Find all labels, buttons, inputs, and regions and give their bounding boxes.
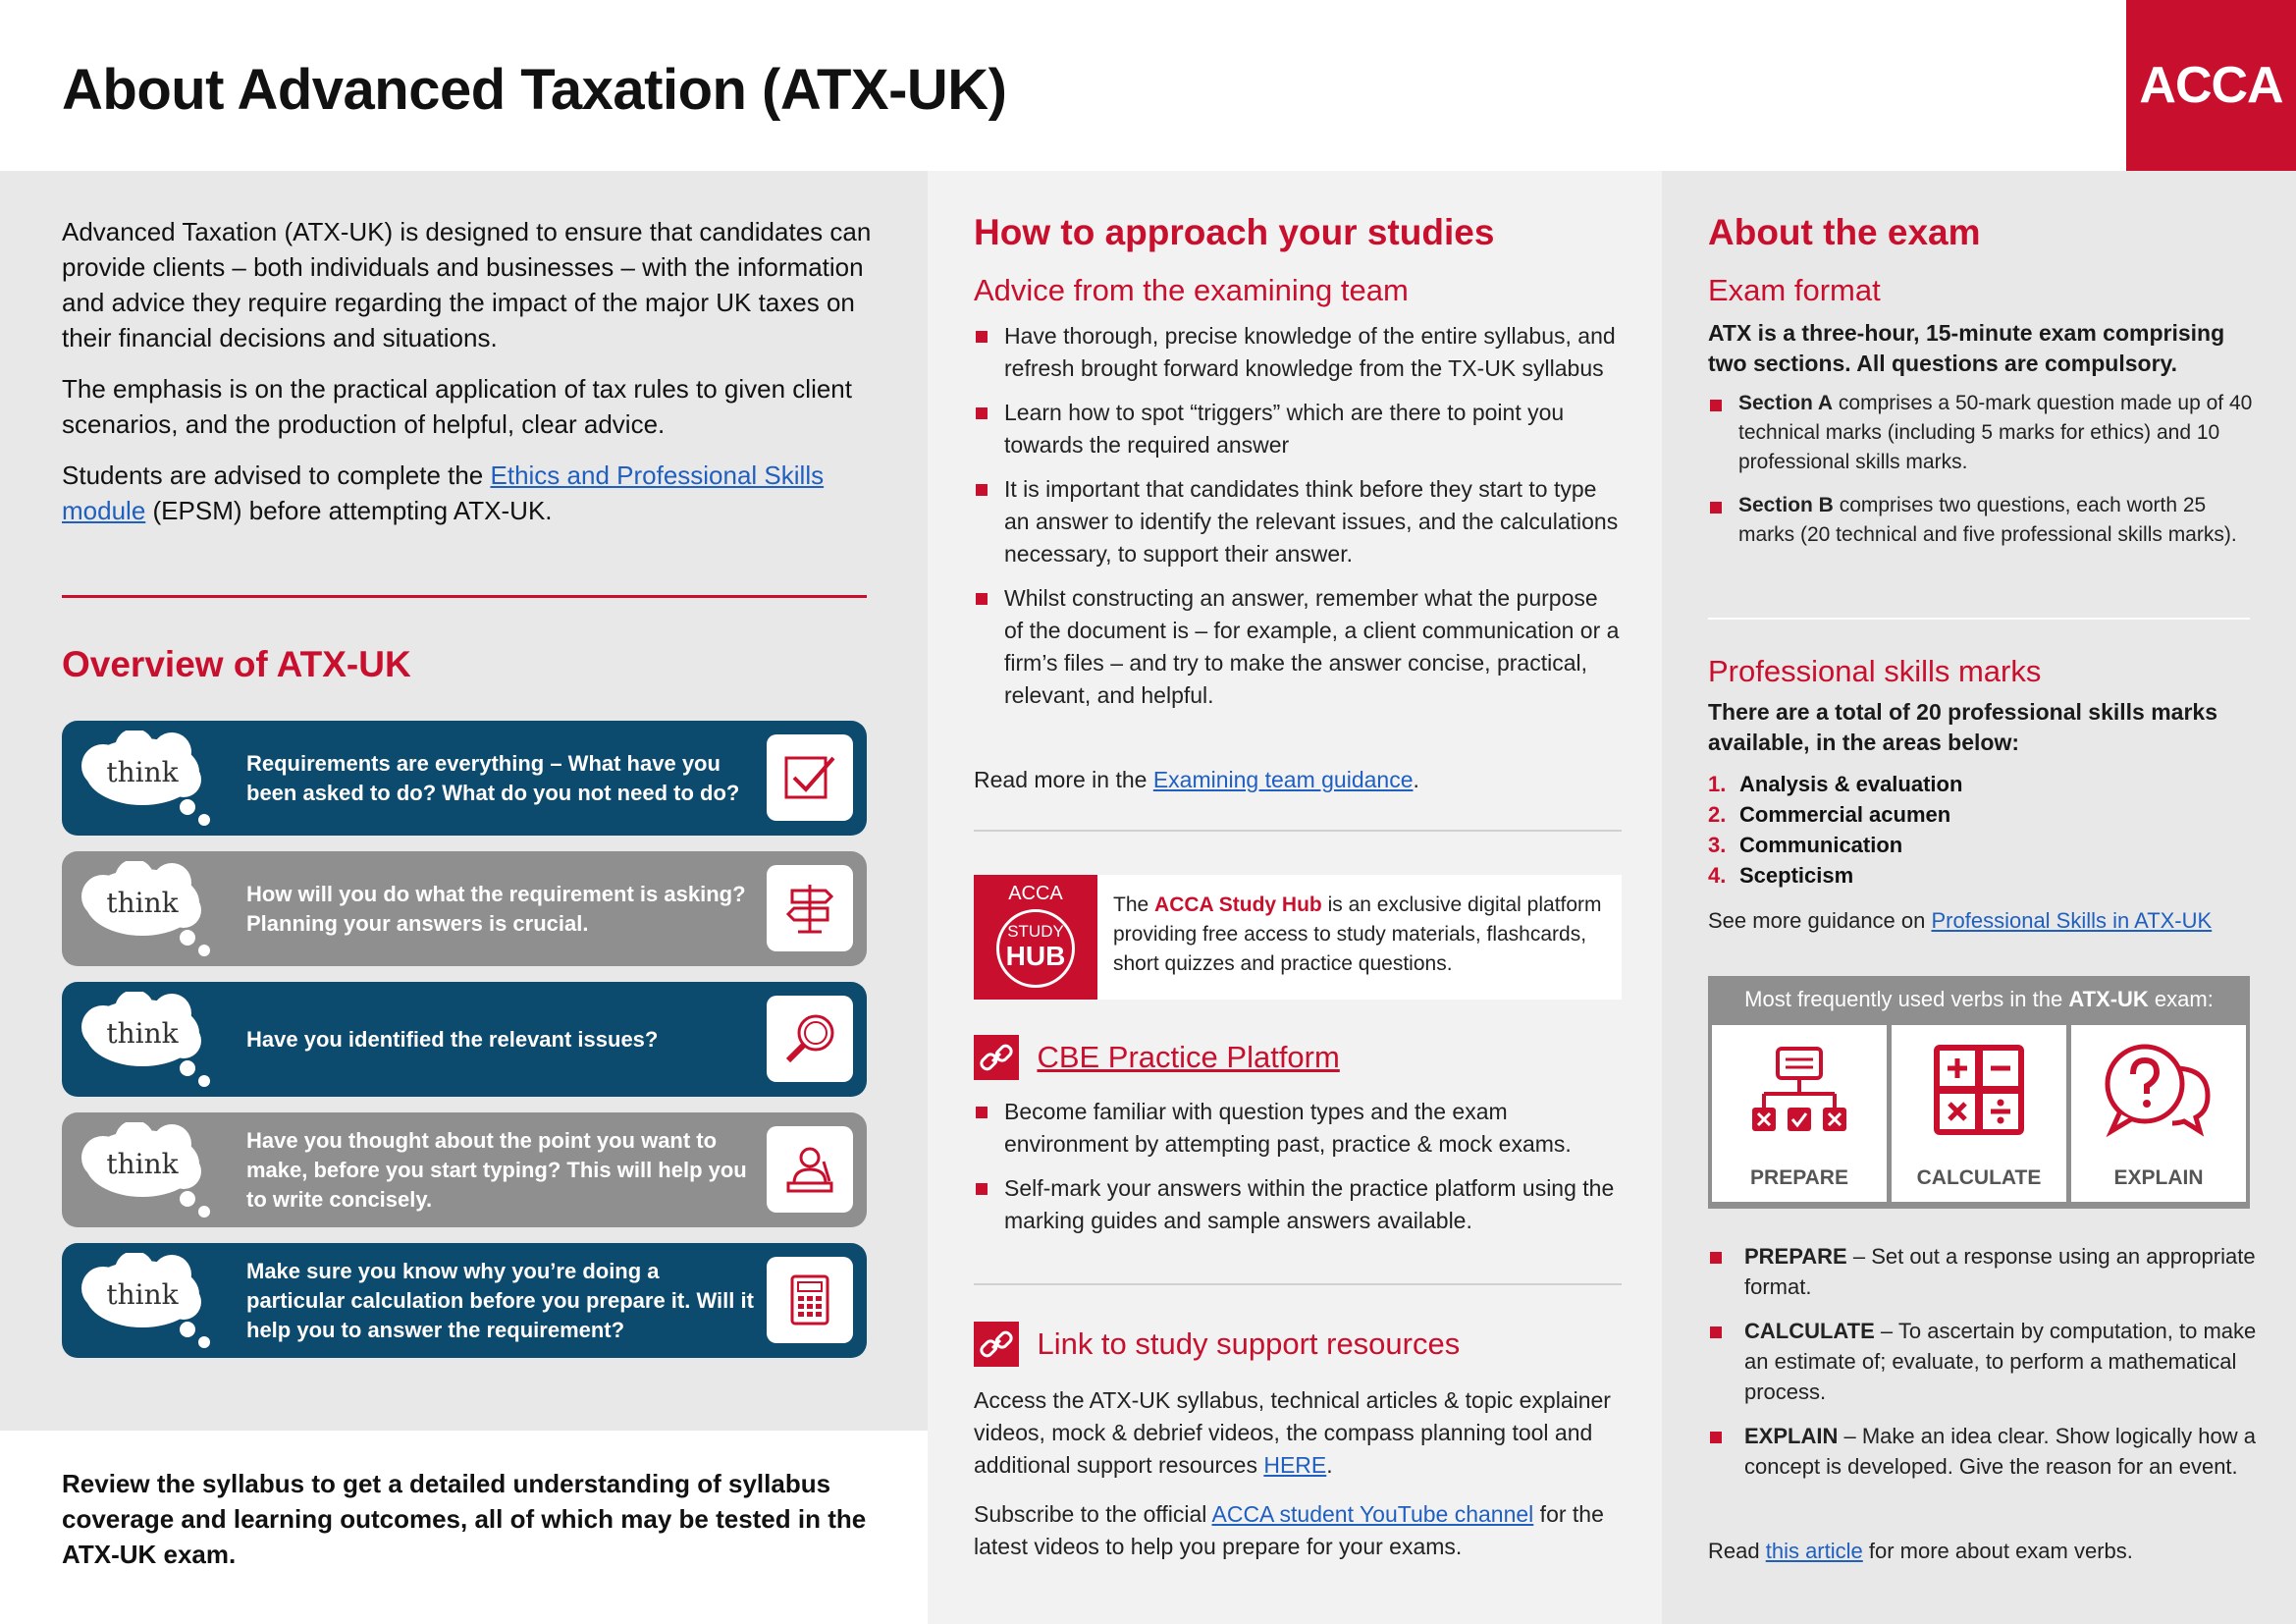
guidance-prefix: See more guidance on: [1708, 908, 1932, 933]
support-p1-suffix: .: [1326, 1452, 1333, 1478]
studies-title: How to approach your studies: [974, 212, 1495, 252]
think-list: [62, 721, 867, 1374]
read-more-suffix: .: [1413, 767, 1419, 792]
think-text: Have you identified the relevant issues?: [246, 1026, 659, 1052]
skill-number: 2.: [1708, 802, 1727, 827]
intro-column: [0, 171, 928, 1431]
support-title: Link to study support resources: [1037, 1326, 1461, 1361]
link-icon: [974, 1322, 1019, 1367]
skill-item: [1708, 860, 1962, 891]
skill-label: Communication: [1739, 833, 1903, 857]
support-p2-suffix: for the latest videos to help you prepare for your exams.: [974, 1501, 1604, 1559]
think-text: Make sure you know why you’re doing a particular calculation before you prepare it. Will it help you to answer the requirement?: [246, 1258, 754, 1342]
think-cloud-icon: [74, 1253, 221, 1351]
think-card: [62, 1112, 867, 1227]
verb-label: PREPARE: [1750, 1166, 1848, 1189]
examining-team-guidance-link[interactable]: Examining team guidance: [1152, 767, 1414, 792]
intro-p3-suffix: (EPSM) before attempting ATX-UK.: [145, 496, 553, 525]
verb-term: CALCULATE: [1744, 1319, 1875, 1343]
studies-column: [928, 171, 1662, 1624]
think-card: [62, 721, 867, 836]
overview-title: Overview of ATX-UK: [62, 644, 411, 684]
cbe-list: [974, 1096, 1622, 1249]
advice-subtitle: Advice from the examining team: [974, 273, 1409, 307]
hub-text-bold: ACCA Study Hub: [1154, 893, 1322, 916]
hub-text-prefix: The: [1113, 893, 1155, 916]
verb-def: – Set out a response using an appropriate format.: [1744, 1244, 2256, 1299]
read-more-prefix: Read more in the: [974, 767, 1153, 792]
skill-label: Scepticism: [1739, 863, 1854, 888]
verb-term: PREPARE: [1744, 1244, 1847, 1269]
acca-logo: ACCA: [2126, 0, 2296, 171]
intro-paragraph-3: [62, 458, 877, 528]
hierarchy-icon: [1745, 1043, 1853, 1141]
support-p1-prefix: Access the ATX-UK syllabus, technical articles & topic explainer videos, mock & debrief videos, the compass planning tool and additional support resources: [974, 1387, 1611, 1478]
cbe-item: Become familiar with question types and the exam environment by attempting past, practice & mock exams.: [974, 1096, 1622, 1161]
magnifier-icon: [767, 996, 853, 1082]
link-icon: [974, 1035, 1019, 1080]
skill-label: Commercial acumen: [1739, 802, 1951, 827]
calculator-icon: [767, 1257, 853, 1343]
skill-item: [1708, 830, 1962, 860]
think-card: [62, 982, 867, 1097]
skill-item: [1708, 799, 1962, 830]
checkmark-icon: [767, 734, 853, 821]
study-hub-card[interactable]: [974, 875, 1622, 1000]
verbs-head-prefix: Most frequently used verbs in the: [1744, 987, 2069, 1011]
section-b-text: comprises two questions, each worth 25 marks (20 technical and five professional skills marks).: [1738, 494, 2237, 546]
verb-definition: [1708, 1241, 2258, 1302]
skill-number: 3.: [1708, 833, 1727, 857]
verb-calculate: [1892, 1025, 2066, 1202]
skills-list: [1708, 769, 1962, 891]
section-b-name: Section B: [1738, 494, 1834, 516]
think-text: Requirements are everything – What have you been asked to do? What do you not need to do?: [246, 750, 740, 805]
verbs-heading: [1708, 976, 2250, 1023]
section-divider: [62, 595, 867, 598]
verb-label: CALCULATE: [1916, 1166, 2042, 1189]
verb-definitions: [1708, 1241, 2258, 1493]
advice-item: Learn how to spot “triggers” which are there to point you towards the required answer: [974, 397, 1622, 461]
verb-definition: [1708, 1316, 2258, 1407]
verb-explain: [2071, 1025, 2246, 1202]
study-hub-text: [1113, 891, 1614, 979]
calculator-icon: [1930, 1041, 2028, 1139]
support-paragraph-2: [974, 1498, 1622, 1563]
exam-format-text: ATX is a three-hour, 15-minute exam comprising two sections. All questions are compulsory.: [1708, 320, 2225, 376]
advice-item: Have thorough, precise knowledge of the entire syllabus, and refresh brought forward knowledge from the TX-UK syllabus: [974, 320, 1622, 385]
sections-list: [1708, 389, 2258, 562]
skill-label: Analysis & evaluation: [1739, 772, 1963, 796]
verb-prepare: [1712, 1025, 1887, 1202]
study-hub-badge: [974, 875, 1097, 1000]
intro-paragraph-1: Advanced Taxation (ATX-UK) is designed to ensure that candidates can provide clients – both individuals and businesses – with the information and advice they require regarding the impact of the major UK taxes on their financial decisions and situations.: [62, 217, 872, 352]
divider: [1708, 618, 2250, 620]
think-word: think: [106, 1017, 179, 1050]
exam-column: [1662, 171, 2296, 1624]
think-text: Have you thought about the point you want to make, before you start typing? This will help you to write concisely.: [246, 1127, 747, 1212]
exam-format-title: Exam format: [1708, 273, 1881, 307]
think-text: How will you do what the requirement is asking? Planning your answers is crucial.: [246, 881, 746, 936]
verb-definition: [1708, 1421, 2258, 1482]
skill-number: 4.: [1708, 863, 1727, 888]
verb-term: EXPLAIN: [1744, 1424, 1839, 1448]
divider: [974, 1283, 1622, 1285]
read-suffix: for more about exam verbs.: [1862, 1539, 2133, 1563]
skills-text: There are a total of 20 professional skills marks available, in the areas below:: [1708, 699, 2217, 755]
hub-badge-ring: [996, 909, 1075, 988]
skill-number: 1.: [1708, 772, 1727, 796]
section-item: [1708, 389, 2258, 477]
exam-verbs-article-link[interactable]: this article: [1765, 1539, 1863, 1563]
think-cloud-icon: [74, 861, 221, 959]
verbs-head-suffix: exam:: [2148, 987, 2214, 1011]
verb-label: EXPLAIN: [2113, 1166, 2204, 1189]
section-item: [1708, 491, 2258, 550]
page-title: About Advanced Taxation (ATX-UK): [62, 58, 1007, 122]
think-cloud-icon: [74, 992, 221, 1090]
read-more: [974, 764, 1622, 796]
question-bubble-icon: [2100, 1041, 2217, 1139]
intro-p3-prefix: Students are advised to complete the: [62, 460, 491, 490]
skills-title: Professional skills marks: [1708, 654, 2042, 688]
verbs-read-more: [1708, 1536, 2133, 1566]
cbe-heading[interactable]: [974, 1035, 1340, 1080]
professional-skills-link[interactable]: Professional Skills in ATX-UK: [1931, 908, 2213, 933]
think-word: think: [106, 1278, 179, 1311]
think-cloud-icon: [74, 1122, 221, 1220]
header: [0, 0, 2296, 171]
advice-item: It is important that candidates think before they start to type an answer to identify the relevant issues, and the calculations necessary, to support their answer.: [974, 473, 1622, 570]
verbs-panel: [1708, 976, 2250, 1209]
hub-text-suffix: is an exclusive digital platform providing free access to study materials, flashcards, short quizzes and practice questions.: [1113, 893, 1602, 975]
verb-def: – Make an idea clear. Show logically how a concept is developed. Give the reason for an event.: [1744, 1424, 2256, 1479]
exam-title: About the exam: [1708, 212, 1981, 252]
section-a-text: comprises a 50-mark question made up of 40 technical marks (including 5 marks for ethics) and 10 professional skills marks.: [1738, 392, 2253, 473]
signpost-icon: [767, 865, 853, 951]
support-heading: [974, 1322, 1460, 1367]
support-paragraph-1: [974, 1384, 1622, 1482]
verb-def: – To ascertain by computation, to make an estimate of; evaluate, to perform a mathematical process.: [1744, 1319, 2257, 1404]
advice-list: [974, 320, 1622, 724]
writer-icon: [767, 1126, 853, 1213]
intro-text: [62, 214, 877, 544]
skills-guidance: [1708, 905, 2212, 936]
think-card: [62, 1243, 867, 1358]
think-cloud-icon: [74, 731, 221, 829]
syllabus-note-text: Review the syllabus to get a detailed understanding of syllabus coverage and learning outcomes, all of which may be tested in the ATX-UK exam.: [62, 1469, 867, 1569]
intro-paragraph-2: The emphasis is on the practical application of tax rules to given client scenarios, and the production of helpful, clear advice.: [62, 374, 852, 439]
hub-badge-study: STUDY: [1007, 922, 1064, 941]
think-card: [62, 851, 867, 966]
skill-item: [1708, 769, 1962, 799]
think-word: think: [106, 1148, 179, 1180]
youtube-channel-link[interactable]: ACCA student YouTube channel: [1211, 1501, 1534, 1527]
hub-badge-hub: HUB: [1005, 941, 1066, 971]
resources-here-link[interactable]: HERE: [1263, 1452, 1327, 1478]
cbe-practice-platform-link[interactable]: CBE Practice Platform: [1037, 1040, 1340, 1074]
cbe-item: Self-mark your answers within the practice platform using the marking guides and sample answers available.: [974, 1172, 1622, 1237]
section-a-name: Section A: [1738, 392, 1834, 414]
support-p2-prefix: Subscribe to the official: [974, 1501, 1212, 1527]
syllabus-note: [0, 1431, 928, 1624]
think-word: think: [106, 887, 179, 919]
verbs-head-bold: ATX-UK: [2068, 987, 2149, 1011]
epsm-link[interactable]: Ethics and Professional Skills module: [62, 460, 825, 525]
read-prefix: Read: [1708, 1539, 1766, 1563]
divider: [974, 830, 1622, 832]
think-word: think: [106, 756, 179, 788]
hub-badge-acca: ACCA: [1008, 883, 1063, 904]
advice-item: Whilst constructing an answer, remember what the purpose of the document is – for example, a client communication or a firm’s files – and try to make the answer concise, practical, relevant, and helpful.: [974, 582, 1622, 712]
